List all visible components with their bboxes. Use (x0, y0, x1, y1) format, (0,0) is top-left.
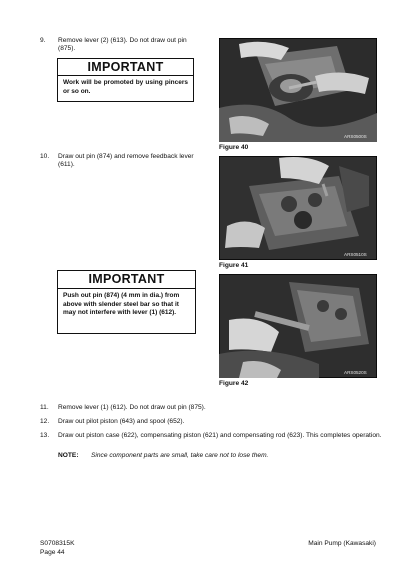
step-number: 10. (40, 153, 50, 160)
figure-40 (219, 38, 377, 154)
note-label: NOTE: (58, 452, 79, 459)
important-text: Work will be promoted by using pincers or so on. (63, 79, 188, 95)
figure-photo (219, 274, 377, 378)
important-title: IMPORTANT (58, 59, 193, 76)
note-text: Since component parts are small, take care not to lose them. (91, 452, 269, 459)
step-text: Draw out pin (874) and remove feedback lever (611). (58, 153, 194, 169)
document-number: S0708315K (40, 540, 75, 547)
step-text: Draw out pilot piston (643) and spool (652). (58, 418, 185, 425)
step-text: Remove lever (1) (612). Do not draw out pin (875). (58, 404, 206, 411)
important-text: Push out pin (874) (4 mm in dia.) from above with slender steel bar so that it may not interfere with lever (1) (612). (63, 292, 180, 317)
figure-caption: Figure 41 (219, 262, 249, 269)
page-number: Page 44 (40, 548, 65, 556)
figure-caption: Figure 40 (219, 144, 249, 151)
figure-photo (219, 38, 377, 142)
step-number: 9. (40, 37, 46, 44)
step-number: 11. (40, 404, 49, 411)
footer-left (40, 540, 160, 557)
step-13 (40, 432, 385, 450)
footer-title: Main Pump (Kawasaki) (308, 540, 376, 547)
figure-code: ARS0500S (344, 134, 367, 139)
step-12 (40, 418, 380, 427)
figure-code: ARS0510S (344, 252, 367, 257)
figure-photo (219, 156, 377, 260)
step-number: 13. (40, 432, 50, 439)
step-11 (40, 404, 380, 413)
important-title: IMPORTANT (58, 271, 195, 289)
figure-caption: Figure 42 (219, 380, 249, 387)
step-text: Draw out piston case (622), compensating piston (621) and compensating rod (623). This completes operation. (58, 432, 382, 439)
important-box (57, 270, 196, 334)
important-box (57, 58, 194, 102)
figure-code: ARS0520S (344, 370, 367, 375)
figure-41 (219, 156, 377, 272)
step-number: 12. (40, 418, 50, 425)
step-10 (40, 153, 200, 171)
step-9 (40, 37, 200, 55)
step-text: Remove lever (2) (613). Do not draw out pin (875). (58, 37, 187, 53)
note (58, 452, 378, 461)
figure-42 (219, 274, 377, 390)
